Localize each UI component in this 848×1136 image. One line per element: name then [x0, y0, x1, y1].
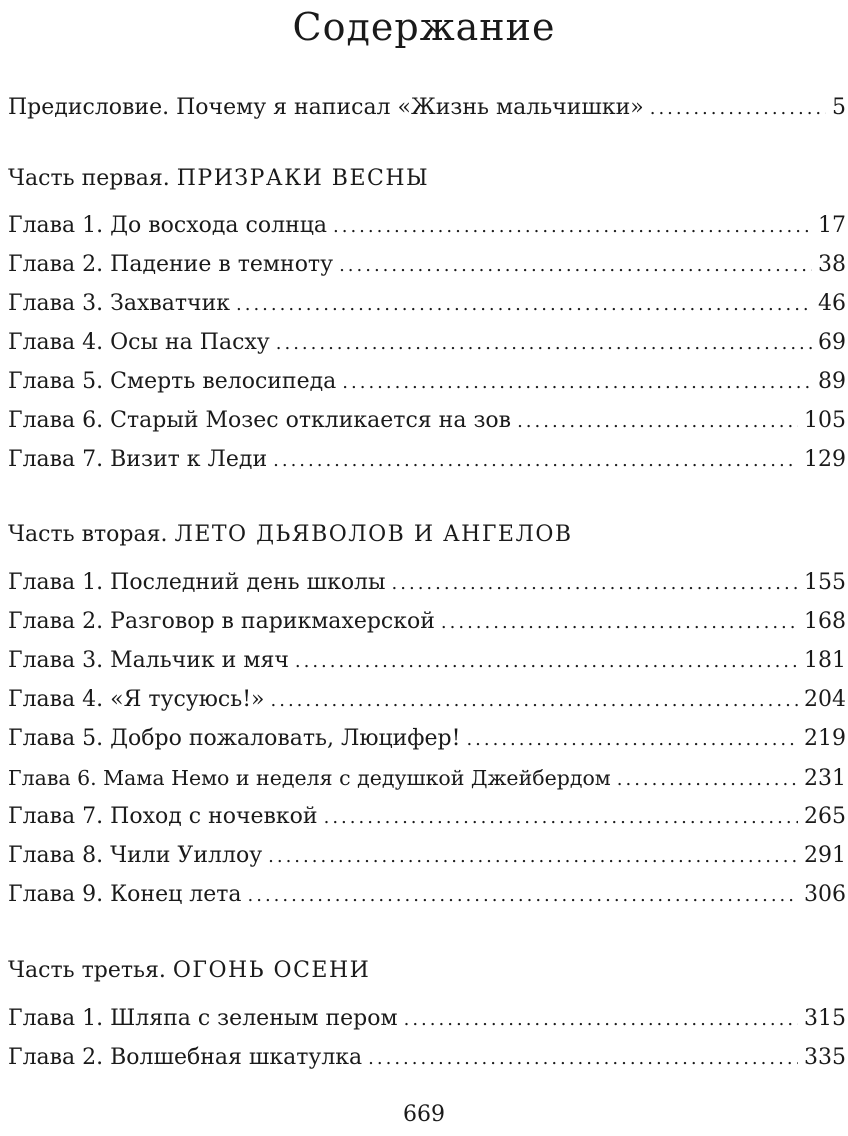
page-number: 669 — [403, 1102, 445, 1127]
part-prefix: Часть третья. — [8, 958, 166, 983]
dot-leader — [333, 212, 812, 242]
toc-entry-label: Глава 2. Падение в темноту — [8, 252, 334, 277]
page-title: Содержание — [292, 5, 556, 49]
part-name: ОГОНЬ ОСЕНИ — [172, 958, 371, 983]
toc-entry[interactable] — [8, 1004, 846, 1034]
part-name: ПРИЗРАКИ ВЕСНЫ — [176, 166, 430, 191]
toc-entry-label: Глава 1. Шляпа с зеленым пером — [8, 1006, 398, 1031]
toc-entry-page: 204 — [804, 687, 846, 712]
toc-entry-label: Глава 7. Визит к Леди — [8, 447, 268, 472]
toc-entry-page: 219 — [804, 726, 846, 751]
part-name: ЛЕТО ДЬЯВОЛОВ И АНГЕЛОВ — [174, 522, 573, 547]
part-heading-1 — [8, 164, 846, 194]
dot-leader — [466, 725, 798, 755]
toc-entry-page: 315 — [804, 1006, 846, 1031]
dot-leader — [248, 881, 798, 911]
toc-entry-label: Глава 2. Волшебная шкатулка — [8, 1045, 363, 1070]
toc-entry-label: Глава 6. Старый Мозес откликается на зов — [8, 408, 512, 433]
toc-entry[interactable] — [8, 880, 846, 910]
dot-leader — [273, 446, 798, 476]
toc-entry-page: 89 — [818, 369, 846, 394]
toc-entry-page: 17 — [818, 213, 846, 238]
toc-entry-label: Глава 3. Мальчик и мяч — [8, 648, 289, 673]
toc-entry-page: 105 — [804, 408, 846, 433]
part-prefix: Часть вторая. — [8, 522, 168, 547]
toc-entry-label: Глава 2. Разговор в парикмахерской — [8, 609, 435, 634]
dot-leader — [339, 251, 812, 281]
dot-leader — [617, 765, 798, 795]
toc-entry-label: Глава 9. Конец лета — [8, 882, 242, 907]
toc-entry-page: 265 — [804, 804, 846, 829]
dot-leader — [268, 842, 798, 872]
toc-entry-page: 181 — [804, 648, 846, 673]
toc-entry-page: 335 — [804, 1045, 846, 1070]
toc-entry-label: Глава 3. Захватчик — [8, 291, 230, 316]
toc-entry[interactable] — [8, 406, 846, 436]
toc-entry-page: 69 — [818, 330, 846, 355]
toc-entry-page: 5 — [832, 95, 846, 120]
toc-entry-label: Глава 6. Мама Немо и неделя с дедушкой Джейбердом — [8, 766, 611, 790]
dot-leader — [324, 803, 798, 833]
dot-leader — [271, 686, 799, 716]
toc-entry[interactable] — [8, 763, 846, 793]
toc-entry[interactable] — [8, 841, 846, 871]
dot-leader — [517, 407, 798, 437]
toc-entry[interactable] — [8, 445, 846, 475]
toc-entry-page: 291 — [804, 843, 846, 868]
toc-entry[interactable] — [8, 568, 846, 598]
toc-entry-label: Глава 1. Последний день школы — [8, 570, 386, 595]
toc-entry-label: Предисловие. Почему я написал «Жизнь мальчишки» — [8, 95, 644, 120]
toc-entry[interactable] — [8, 607, 846, 637]
toc-entry-label: Глава 7. Поход с ночевкой — [8, 804, 318, 829]
toc-entry-label: Глава 1. До восхода солнца — [8, 213, 327, 238]
toc-entry-page: 129 — [804, 447, 846, 472]
toc-entry-page: 46 — [818, 291, 846, 316]
part-heading-2 — [8, 520, 846, 550]
dot-leader — [342, 368, 812, 398]
toc-entry[interactable] — [8, 724, 846, 754]
dot-leader — [276, 329, 812, 359]
toc-entry-preface[interactable] — [8, 93, 846, 123]
dot-leader — [392, 569, 798, 599]
dot-leader — [236, 290, 812, 320]
toc-entry-page: 168 — [804, 609, 846, 634]
toc-entry-label: Глава 4. «Я тусуюсь!» — [8, 687, 265, 712]
toc-entry-label: Глава 5. Смерть велосипеда — [8, 369, 337, 394]
toc-entry[interactable] — [8, 289, 846, 319]
dot-leader — [441, 608, 798, 638]
toc-entry-label: Глава 8. Чили Уиллоу — [8, 843, 263, 868]
toc-entry-label: Глава 4. Осы на Пасху — [8, 330, 270, 355]
toc-entry-page: 306 — [804, 882, 846, 907]
part-prefix: Часть первая. — [8, 166, 170, 191]
toc-entry[interactable] — [8, 250, 846, 280]
toc-entry-page: 155 — [804, 570, 846, 595]
dot-leader — [650, 94, 826, 124]
toc-entry[interactable] — [8, 685, 846, 715]
dot-leader — [295, 647, 798, 677]
toc-entry-label: Глава 5. Добро пожаловать, Люцифер! — [8, 726, 461, 751]
toc-entry[interactable] — [8, 367, 846, 397]
dot-leader — [404, 1005, 798, 1035]
toc-entry-page: 231 — [804, 766, 846, 791]
toc-entry-page: 38 — [818, 252, 846, 277]
toc-entry[interactable] — [8, 328, 846, 358]
toc-entry[interactable] — [8, 646, 846, 676]
toc-entry[interactable] — [8, 802, 846, 832]
toc-entry[interactable] — [8, 211, 846, 241]
dot-leader — [368, 1044, 798, 1074]
part-heading-3 — [8, 956, 846, 986]
toc-entry[interactable] — [8, 1043, 846, 1073]
